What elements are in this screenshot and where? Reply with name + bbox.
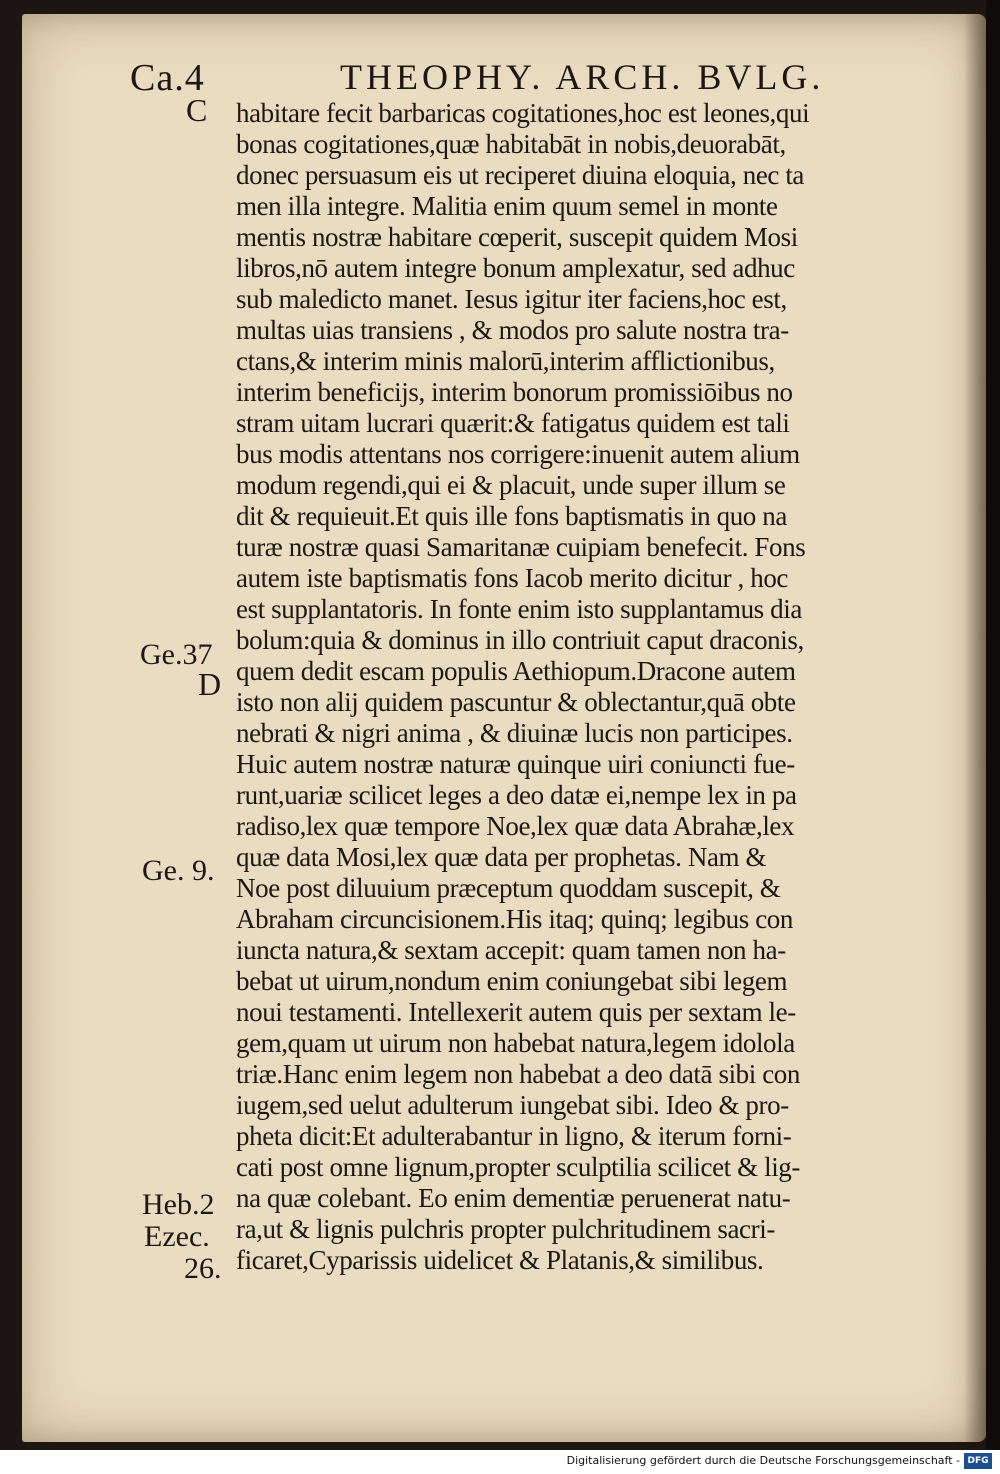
text-line: ra,ut & lignis pulchris propter pulchritudinem sacri- — [236, 1214, 775, 1244]
text-line: autem iste baptismatis fons Iacob merito dicitur , hoc — [236, 563, 789, 593]
margin-ref-gen37: Ge.37 — [140, 638, 213, 671]
text-line: turæ nostræ quasi Samaritanæ cuipiam benefecit. Fons — [236, 532, 806, 562]
text-line: bebat ut uirum,nondum enim coniungebat sibi legem — [236, 966, 788, 996]
text-line: Noe post diluuium præceptum quoddam suscepit, & — [236, 873, 781, 903]
running-head — [0, 50, 1000, 100]
text-line: ctans,& interim minis malorū,interim afflictionibus, — [236, 346, 775, 376]
margin-ref-heb: Heb.2 — [142, 1188, 215, 1221]
text-line: pheta dicit:Et adulterabantur in ligno, & iterum forni- — [236, 1121, 792, 1151]
text-line: habitare fecit barbaricas cogitationes,hoc est leones,qui — [236, 98, 810, 128]
text-line: stram uitam lucrari quærit:& fatigatus quidem est tali — [236, 408, 790, 438]
text-line: mentis nostræ habitare cœperit, suscepit quidem Mosi — [236, 222, 798, 252]
text-line: na quæ colebant. Eo enim dementiæ peruenerat natu- — [236, 1183, 791, 1213]
text-line: donec persuasum eis ut reciperet diuina eloquia, nec ta — [236, 160, 805, 190]
text-line: interim beneficijs, interim bonorum promissiōibus no — [236, 377, 793, 407]
dfg-logo: DFG — [964, 1453, 992, 1469]
body-text — [236, 98, 936, 1276]
text-line: Huic autem nostræ naturæ quinque uiri coniuncti fue- — [236, 749, 795, 779]
text-line: nebrati & nigri anima , & diuinæ lucis non participes. — [236, 718, 793, 748]
text-line: bolum:quia & dominus in illo contriuit caput draconis, — [236, 625, 804, 655]
book-spine-edge — [986, 0, 1000, 1450]
margin-ref-ezec: Ezec. — [144, 1220, 210, 1253]
text-line: isto non alij quidem pascuntur & oblectantur,quā obte — [236, 687, 796, 717]
text-line: triæ.Hanc enim legem non habebat a deo datā sibi con — [236, 1059, 801, 1089]
text-line: libros,nō autem integre bonum amplexatur, sed adhuc — [236, 253, 795, 283]
text-line: bonas cogitationes,quæ habitabāt in nobis,deuorabāt, — [236, 129, 786, 159]
text-line: sub maledicto manet. Iesus igitur iter faciens,hoc est, — [236, 284, 787, 314]
text-line: multas uias transiens , & modos pro salute nostra tra- — [236, 315, 789, 345]
text-line: bus modis attentans nos corrigere:inuenit autem alium — [236, 439, 800, 469]
text-line: Abraham circuncisionem.His itaq; quinq; legibus con — [236, 904, 793, 934]
funding-credit: Digitalisierung gefördert durch die Deutsche Forschungsgemeinschaft - — [566, 1454, 960, 1467]
text-line: radiso,lex quæ tempore Noe,lex quæ data Abrahæ,lex — [236, 811, 795, 841]
text-line: iuncta natura,& sextam accepit: quam tamen non ha- — [236, 935, 786, 965]
running-title: THEOPHY. ARCH. BVLG. — [340, 57, 825, 97]
text-line: quem dedit escam populis Aethiopum.Dracone autem — [236, 656, 796, 686]
text-line: dit & requieuit.Et quis ille fons baptismatis in quo na — [236, 501, 787, 531]
text-line: men illa integre. Malitia enim quum semel in monte — [236, 191, 778, 221]
text-line: gem,quam ut uirum non habebat natura,legem idolola — [236, 1028, 795, 1058]
margin-ref-ezec-chapter: 26. — [184, 1252, 222, 1285]
text-line: iugem,sed uelut adulterum iungebat sibi. Ideo & pro- — [236, 1090, 789, 1120]
margin-ref-gen9: Ge. 9. — [142, 854, 215, 887]
chapter-marker: Ca.4 — [130, 57, 205, 99]
digitization-footer — [0, 1450, 1000, 1474]
text-line: runt,uariæ scilicet leges a deo datæ ei,nempe lex in pa — [236, 780, 797, 810]
text-line: est supplantatoris. In fonte enim isto supplantamus dia — [236, 594, 802, 624]
margin-section-c: C — [186, 92, 208, 128]
text-line: noui testamenti. Intellexerit autem quis per sextam le- — [236, 997, 796, 1027]
margin-section-d: D — [198, 666, 222, 702]
text-line: modum regendi,qui ei & placuit, unde super illum se — [236, 470, 786, 500]
text-line: cati post omne lignum,propter sculptilia scilicet & lig- — [236, 1152, 800, 1182]
text-line: ficaret,Cyparissis uidelicet & Platanis,& similibus. — [236, 1245, 764, 1275]
text-line: quæ data Mosi,lex quæ data per prophetas. Nam & — [236, 842, 767, 872]
